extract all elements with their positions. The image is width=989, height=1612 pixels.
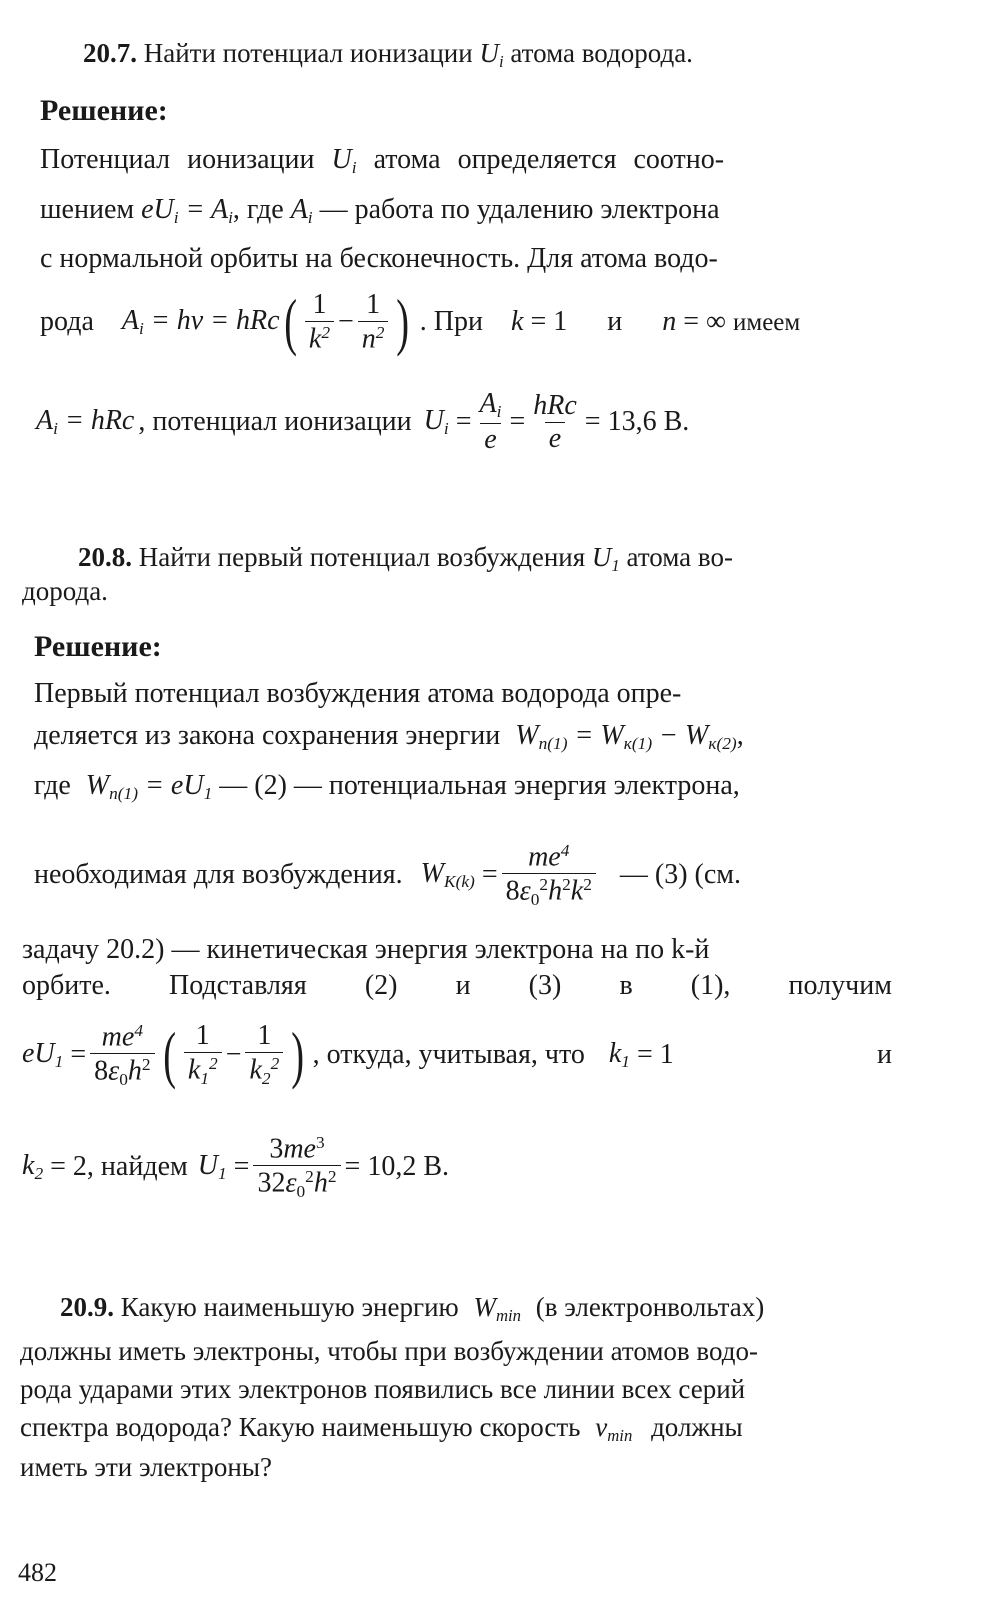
sol-20-7-line-3: с нормальной орбиты на бесконечность. Для атома водо-: [40, 243, 718, 274]
sol-20-8-line-2: деляется из закона сохранения энергии $W_{п(1)} = W_{к(1)} - W_{к(2)}$,: [34, 720, 744, 754]
sol-20-8-line-1: Первый потенциал возбуждения атома водорода опре-: [34, 678, 682, 709]
problem-number: 20.7.: [83, 38, 137, 68]
sol-20-8-line-5: задачу 20.2) — кинетическая энергия электрона на по k-й: [22, 934, 710, 965]
var-u: $U_i$: [479, 38, 504, 72]
solution-label: Решение:: [40, 94, 168, 127]
sol-20-7-line-4: рода $A_i = h\nu$ = hRc ( $\frac{1}{k^2}$ − $\frac{1}{n^2}$ ) . При k = 1 и n = ∞ имеем: [40, 286, 801, 357]
solution-label-2: Решение:: [34, 630, 162, 663]
sol-20-8-line-4: необходимая для возбуждения. $W_{K(k)}$ = $\frac{me^4}{8\varepsilon_0^2h^2k^2}$ — (3) (см.: [34, 840, 741, 909]
problem-20-8-title: 20.8. Найти первый потенциал возбуждения $U_1$ атома во-: [78, 542, 733, 576]
problem-text: Найти потенциал ионизации: [143, 38, 473, 68]
page-number: 482: [18, 1558, 57, 1587]
problem-20-9-line-4: спектра водорода? Какую наименьшую скорость $v_{min}$ должны: [20, 1412, 743, 1446]
sol-20-8-line-6: орбите. Подставляя (2) и (3) в (1), получим: [22, 970, 892, 1001]
sol-20-7-line-5: $A_i$ = hRc , потенциал ионизации $U_i$ = $\frac{A_i}{e}$ = $\frac{\text{hRc}}{e}$ = 13,6 В.: [36, 388, 690, 455]
sol-20-7-line-1: Потенциал ионизации $U_i$ атома определяется соотно-: [40, 144, 725, 178]
problem-20-9-line-5: иметь эти электроны?: [20, 1452, 272, 1482]
sol-20-8-line-8: $k_2$ = 2 , найдем $U_1$ = $\frac{3me^3}{32\varepsilon_0^2h^2}$ = 10,2 В.: [22, 1132, 450, 1201]
problem-20-9-line-2: должны иметь электроны, чтобы при возбуждении атомов водо-: [20, 1336, 758, 1366]
sol-20-7-line-2: шением $eU_i = A_i$, где $A_i$ — работа по удалению электрона: [40, 194, 720, 228]
problem-20-8-title-2: дорода.: [22, 576, 108, 606]
problem-text-end: атома водорода.: [510, 38, 693, 68]
sol-20-8-line-3: где $W_{п(1)} = eU_1$ — (2) — потенциальная энергия электрона,: [34, 770, 740, 804]
problem-20-7-title: [83, 40, 693, 71]
problem-20-9-line-1: 20.9. Какую наименьшую энергию $W_{min}$ (в электронвольтах): [60, 1292, 765, 1326]
problem-20-9-line-3: рода ударами этих электронов появились все линии всех серий: [20, 1374, 746, 1404]
sol-20-8-line-7: $eU_1$ = $\frac{me^4}{8\varepsilon_0h^2}$ ( $\frac{1}{k_1^2}$ − $\frac{1}{k_2^2}$ ) , откуда, учитывая, что $k_1$ = 1 и: [22, 1019, 892, 1090]
